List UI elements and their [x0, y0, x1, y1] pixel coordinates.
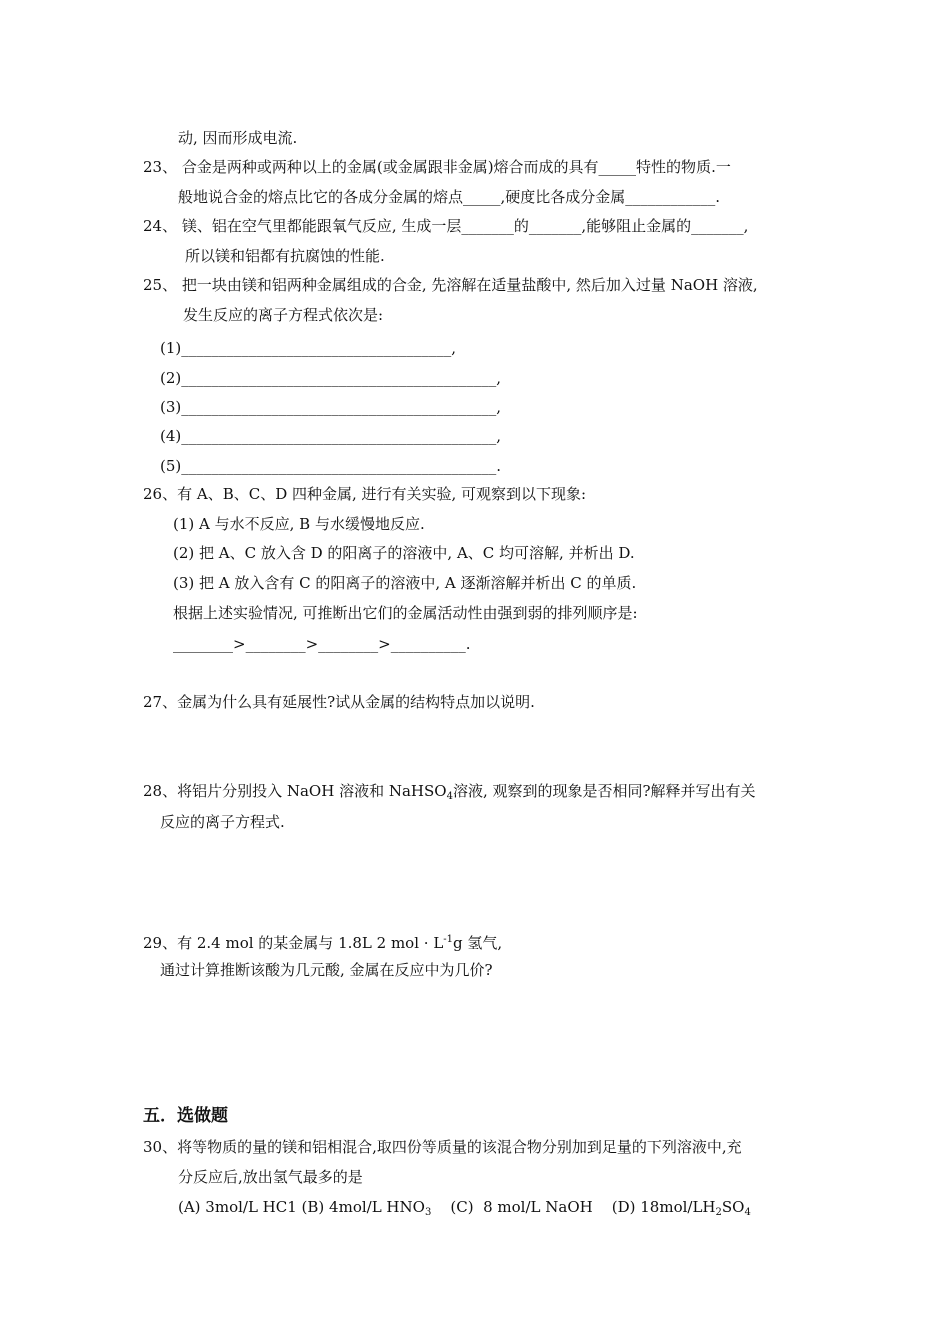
question-30-options: [178, 1197, 751, 1223]
question-28-line1: [143, 781, 756, 807]
question-30-options-a: (A) 3mol/L HC1 (B) 4mol/L HNO: [178, 1198, 425, 1216]
question-28-text-b: 溶液, 观察到的现象是否相同?解释并写出有关: [452, 782, 756, 800]
question-30-line2: 分反应后,放出氢气最多的是: [178, 1168, 363, 1186]
question-26-item-1: (1) A 与水不反应, B 与水缓慢地反应.: [173, 515, 425, 533]
question-30-subscript-1: 3: [424, 1207, 432, 1218]
question-25-blank-4: (4)__________________________________________,: [160, 427, 502, 445]
question-27: 27、金属为什么具有延展性?试从金属的结构特点加以说明.: [143, 693, 535, 711]
question-25-blank-3: (3)__________________________________________,: [160, 398, 502, 416]
question-24-line2: 所以镁和铝都有抗腐蚀的性能.: [185, 247, 385, 265]
question-28-subscript: 4: [446, 791, 453, 802]
question-26-item-3: (3) 把 A 放入含有 C 的阳离子的溶液中, A 逐渐溶解并析出 C 的单质.: [173, 574, 637, 592]
question-30-options-c: SO: [721, 1198, 745, 1216]
question-26-line2: 根据上述实验情况, 可推断出它们的金属活动性由强到弱的排列顺序是:: [173, 604, 638, 622]
question-25-line2: 发生反应的离子方程式依次是:: [183, 306, 384, 324]
question-30-options-b: (C) 8 mol/L NaOH (D) 18mol/LH: [431, 1198, 716, 1216]
question-25-line1: 25、 把一块由镁和铝两种金属组成的合金, 先溶解在适量盐酸中, 然后加入过量 NaOH 溶液,: [143, 276, 758, 294]
question-26-item-2: (2) 把 A、C 放入含 D 的阳离子的溶液中, A、C 均可溶解, 并析出 D.: [173, 544, 635, 562]
question-26-line1: 26、有 A、B、C、D 四种金属, 进行有关实验, 可观察到以下现象:: [143, 485, 587, 503]
question-28-text-a: 28、将铝片分别投入 NaOH 溶液和 NaHSO: [143, 782, 447, 800]
question-30-subscript-2: 2: [715, 1207, 722, 1218]
question-22-continuation: 动, 因而形成电流.: [178, 129, 298, 147]
question-25-blank-1: (1)____________________________________,: [160, 339, 457, 357]
question-29-text-b: g 氢气,: [453, 934, 503, 952]
question-26-answer-blank: ________>________>________>__________.: [173, 635, 471, 653]
question-24-line1: 24、 镁、铝在空气里都能跟氧气反应, 生成一层_______的_______,能够阻止金属的_______,: [143, 217, 749, 235]
question-30-line1: 30、将等物质的量的镁和铝相混合,取四份等质量的该混合物分别加到足量的下列溶液中,充: [143, 1138, 742, 1156]
question-25-blank-2: (2)__________________________________________,: [160, 369, 502, 387]
question-29-text-a: 29、有 2.4 mol 的某金属与 1.8L 2 mol · L: [143, 934, 444, 952]
section-5-heading: 五．选做题: [143, 1106, 228, 1126]
question-23-line1: 23、 合金是两种或两种以上的金属(或金属跟非金属)熔合而成的具有_____特性的物质.一: [143, 158, 731, 176]
question-29-superscript: -1: [443, 934, 454, 945]
question-25-blank-5: (5)__________________________________________.: [160, 457, 502, 475]
question-30-subscript-3: 4: [744, 1207, 751, 1218]
question-29-line2: 通过计算推断该酸为几元酸, 金属在反应中为几价?: [160, 961, 493, 979]
question-23-line2: 般地说合金的熔点比它的各成分金属的熔点_____,硬度比各成分金属____________.: [178, 188, 721, 206]
question-29-line1: [143, 930, 502, 953]
question-28-line2: 反应的离子方程式.: [160, 813, 285, 831]
